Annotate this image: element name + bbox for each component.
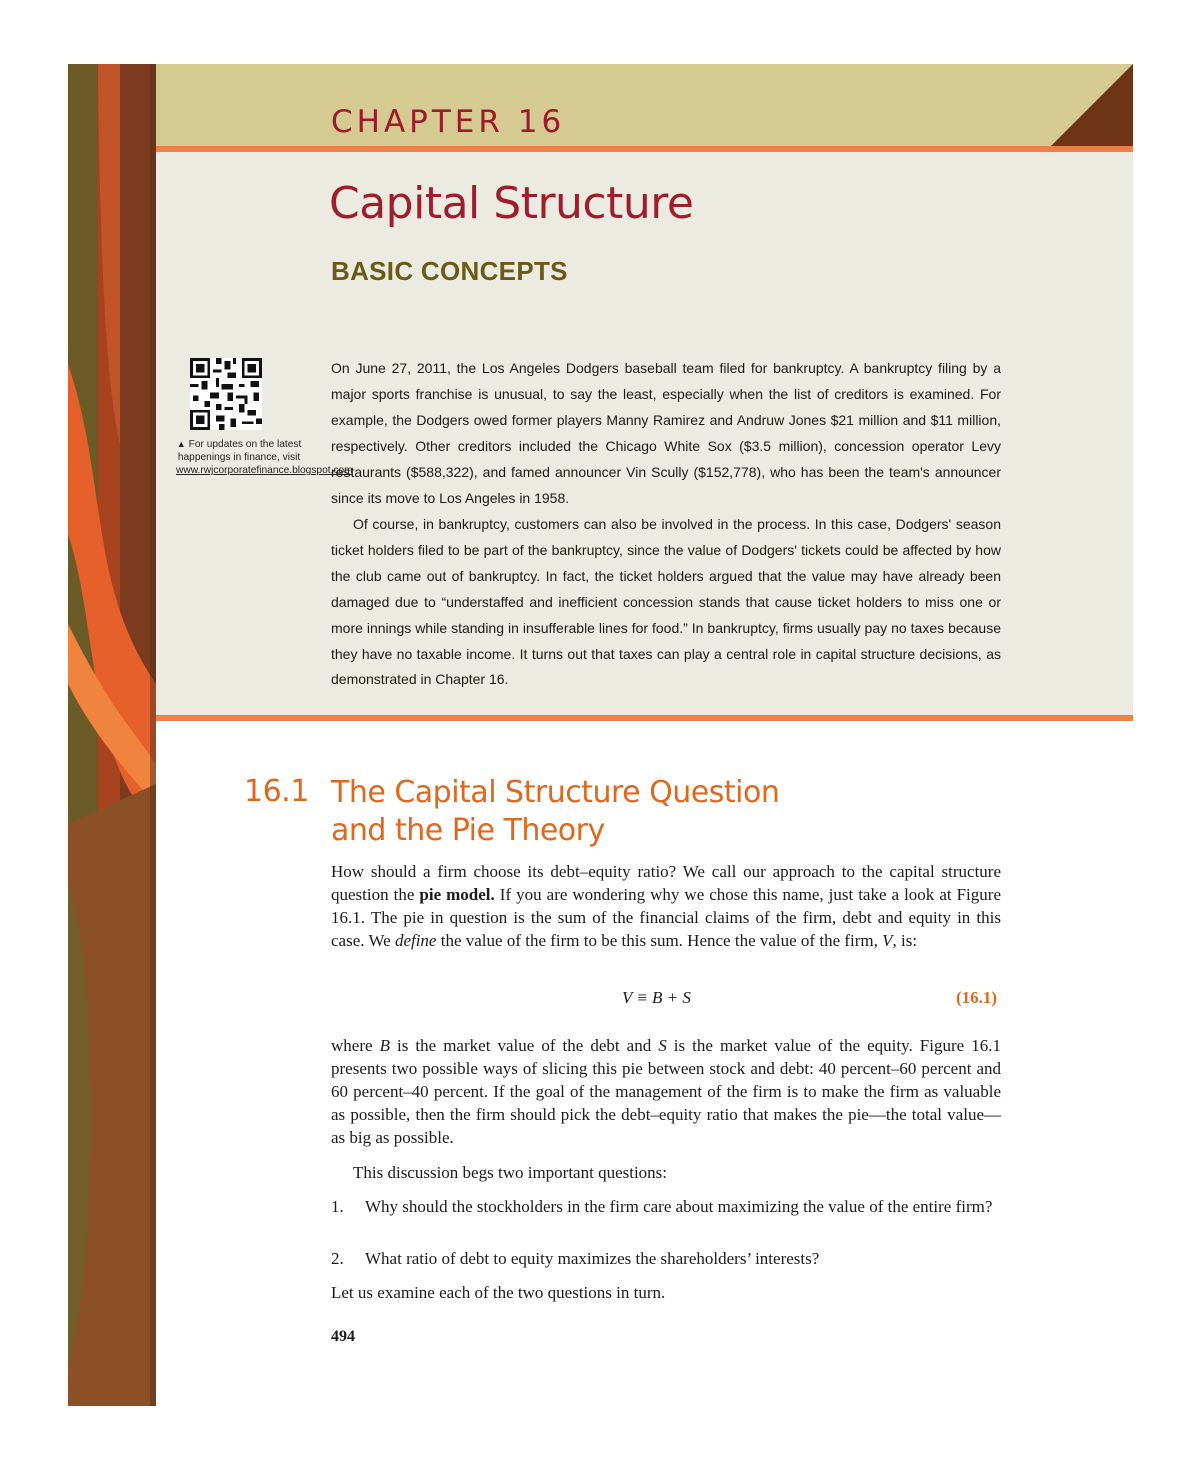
variable: B (379, 1036, 390, 1055)
chapter-label: CHAPTER 16 (331, 104, 566, 140)
equation-number: (16.1) (956, 988, 998, 1007)
list-item (331, 1195, 1001, 1218)
page-number: 494 (331, 1328, 355, 1345)
key-term: pie model. (419, 885, 495, 904)
body-text: is the market value of the debt and (389, 1036, 659, 1055)
list-number: 1. (331, 1197, 344, 1216)
list-text: What ratio of debt to equity maximizes the shareholders’ interests? (365, 1249, 820, 1268)
header-corner-decoration (1045, 64, 1133, 152)
triangle-up-icon: ▲ (176, 439, 186, 449)
body-text: the value of the firm to be this sum. Hence the value of the firm, (436, 931, 883, 950)
body-text: where (331, 1036, 380, 1055)
variable: V (882, 931, 893, 950)
list-item (331, 1247, 1001, 1270)
body-text: is the market value of the equity. Figure 16.1 presents two possible ways of slicing this pie between stock and debt: 40 percent–60 percent and 60 percent–40 percent. If the goal of the management of the firm is to make the firm as valuable as possible, then the firm should pick the debt–equity ratio that makes the pie—the total value—as big as possible. (331, 1036, 1001, 1147)
sidebar-note-link[interactable]: www.rwjcorporatefinance.blogspot.com (176, 465, 353, 476)
chapter-title: Capital Structure (329, 178, 694, 229)
chapter-header-bar (156, 64, 1133, 152)
section-title-line-1: The Capital Structure Question (331, 775, 780, 810)
section-title-line-2: and the Pie Theory (331, 813, 605, 848)
intro-paragraph-1: On June 27, 2011, the Los Angeles Dodgers baseball team filed for bankruptcy. A bankruptcy filing by a major sports franchise is unusual, to say the least, especially when the list of creditors is examined. For example, the Dodgers owed former players Manny Ramirez and Andruw Jones $21 million and $11 million, respectively. Other creditors included the Chicago White Sox ($3.5 million), concession operator Levy restaurants ($588,322), and famed announcer Vin Scully ($152,778), who has been the team's announcer since its move to Los Angeles in 1958. (331, 360, 1001, 506)
section-title (331, 774, 931, 850)
equation: V ≡ B + S (622, 988, 691, 1007)
list-text: Why should the stockholders in the firm care about maximizing the value of the entire firm? (365, 1197, 993, 1216)
body-paragraph-2 (331, 1034, 1001, 1149)
body-text: How should a firm choose its debt–equity ratio? We call our approach to the capital structure question the (331, 862, 1001, 904)
panel-bottom-rule (156, 715, 1133, 721)
variable: S (658, 1036, 667, 1055)
list-number: 2. (331, 1249, 344, 1268)
intro-paragraph-2: Of course, in bankruptcy, customers can also be involved in the process. In this case, Dodgers' season ticket holders filed to be part of the bankruptcy, since the value of Dodgers' tickets could be affected by how the club came out of bankruptcy. In fact, the ticket holders argued that the value may have already been damaged due to “understaffed and inefficient concession stands that cause ticket holders to miss one or more innings while standing in insufferable lines for food.” In bankruptcy, firms usually pay no taxes because they have no taxable income. It turns out that taxes can play a central role in capital structure decisions, as demonstrated in Chapter 16. (331, 516, 1001, 688)
decorative-side-band (68, 64, 156, 1406)
emphasis-text: define (394, 931, 437, 950)
body-text: , is: (892, 931, 918, 950)
body-paragraph-4: Let us examine each of the two questions in turn. (331, 1283, 666, 1302)
sidebar-note-text: For updates on the latest happenings in finance, visit (177, 439, 302, 463)
section-number: 16.1 (244, 774, 309, 809)
qr-code-icon[interactable] (190, 358, 262, 430)
body-paragraph-1 (331, 860, 1001, 952)
chapter-subtitle: BASIC CONCEPTS (331, 256, 568, 286)
sidebar-note (176, 438, 353, 477)
body-text: If you are wondering why we chose this name, just take a look at Figure 16.1. The pie in question is the sum of the financial claims of the firm, debt and equity in this case. We (331, 885, 1001, 950)
body-paragraph-3: This discussion begs two important questions: (353, 1163, 668, 1182)
